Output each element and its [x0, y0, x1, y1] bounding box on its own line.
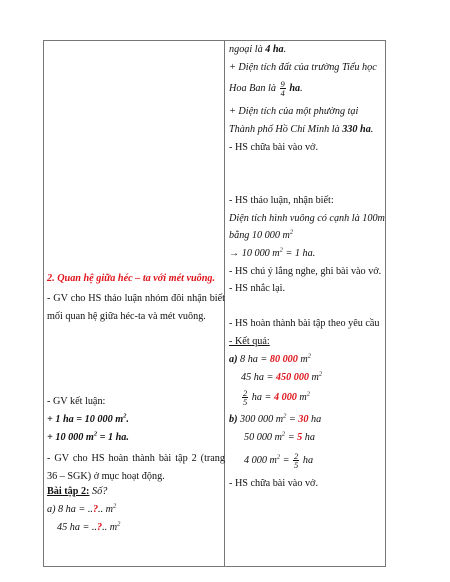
text: =	[286, 414, 299, 425]
text: =	[285, 432, 298, 443]
answer-value: 80 000	[269, 354, 298, 365]
text-bold: 330 ha	[342, 124, 371, 135]
exercise-title: Bài tập 2:	[47, 486, 90, 497]
fraction-denominator: 5	[243, 397, 248, 407]
answer-a3	[241, 389, 310, 406]
superscript: 2	[276, 453, 281, 461]
right-line-bang	[229, 230, 293, 242]
right-line-hoa-ban	[229, 80, 303, 97]
text: ha	[300, 454, 314, 466]
left-line-exercise-2	[57, 522, 120, 534]
right-line-nhac-lai: - HS nhắc lại.	[229, 283, 286, 294]
text: 300 000 m	[237, 414, 284, 425]
text: = 1 ha.	[282, 248, 316, 259]
answer-value: 30	[298, 414, 309, 425]
text: 45 ha =	[241, 372, 276, 383]
answer-value: 5	[297, 432, 303, 443]
text: ha =	[249, 391, 274, 403]
right-line-tieu-hoc: + Diện tích đất của trường Tiểu học	[229, 62, 377, 73]
text: =	[280, 454, 293, 466]
left-line-exercise-1	[47, 504, 116, 516]
answer-label: a)	[229, 354, 238, 365]
right-line-arrow	[229, 248, 315, 260]
text: Hoa Ban là	[229, 82, 279, 94]
blank-marker: ?	[96, 522, 103, 533]
fraction-numerator: 2	[294, 451, 299, 461]
left-line-exercise-title	[47, 486, 107, 498]
text: .	[126, 414, 129, 425]
text-bold: ha	[286, 82, 301, 94]
right-line-chua-bai-2: - HS chữa bài vào vở.	[229, 478, 318, 489]
text: 50 000 m	[244, 432, 282, 443]
exercise-question: Số?	[89, 486, 108, 497]
text: .. m	[98, 504, 114, 515]
right-line-ngoai	[229, 44, 286, 56]
superscript: 2	[307, 352, 312, 360]
superscript: 2	[318, 370, 323, 378]
answer-b2	[244, 432, 315, 444]
answer-a2	[241, 372, 322, 384]
fraction	[293, 452, 299, 469]
fraction-numerator: 9	[280, 79, 285, 89]
superscript: 2	[113, 502, 117, 510]
left-line-conclusion-2	[47, 432, 129, 444]
right-line-hcm	[229, 124, 373, 136]
answer-value: 4 000	[273, 391, 297, 403]
text: .	[283, 44, 287, 55]
text: m	[309, 372, 319, 383]
fraction	[280, 80, 286, 97]
text-bold: 4 ha	[265, 44, 284, 55]
text: .	[300, 82, 303, 94]
text: + 10 000 m	[47, 432, 94, 443]
text: → 10 000 m	[229, 248, 280, 259]
text: m	[296, 391, 307, 403]
text: + 1 ha = 10 000 m	[47, 414, 124, 425]
text: bằng 10 000 m	[229, 230, 290, 241]
fraction	[242, 389, 248, 406]
right-line-ket-qua: - Kết quả:	[229, 336, 270, 347]
superscript: 2	[279, 246, 283, 254]
superscript: 2	[306, 390, 311, 398]
blank-marker: ?	[92, 504, 99, 515]
text: m	[297, 354, 308, 365]
right-line-hoan-thanh: - HS hoàn thành bài tập theo yêu cầu	[229, 318, 380, 329]
section-heading: 2. Quan hệ giữa héc – ta với mét vuông.	[47, 273, 216, 284]
fraction-denominator: 4	[280, 88, 285, 98]
text: Thành phố Hồ Chí Minh là	[229, 124, 343, 135]
fraction-numerator: 2	[243, 388, 248, 398]
right-line-thao-luan: - HS thảo luận, nhận biết:	[229, 195, 334, 206]
text: a) 8 ha = ..	[47, 504, 93, 515]
left-paragraph-task: - GV cho HS hoàn thành bài tập 2 (trang 36 – SGK) ở mục hoạt động.	[47, 453, 225, 482]
answer-b3	[244, 452, 313, 469]
left-line-conclusion-1	[47, 414, 129, 426]
superscript: 2	[289, 228, 294, 236]
answer-b1	[229, 414, 321, 426]
text: .	[370, 124, 374, 135]
right-line-dien-tich: Diện tích hình vuông có cạnh là 100m	[229, 213, 385, 224]
text: 8 ha =	[237, 354, 270, 365]
left-line-ket-luan: - GV kết luận:	[47, 396, 106, 407]
superscript: 2	[117, 520, 121, 528]
right-line-lang-nghe: - HS chú ý lắng nghe, ghi bài vào vở.	[229, 266, 382, 277]
text: 45 ha = ..	[57, 522, 97, 533]
text: 4 000 m	[244, 454, 277, 466]
answer-label: b)	[229, 414, 238, 425]
left-paragraph-discussion: - GV cho HS thảo luận nhóm đôi nhận biết mối quan hệ giữa héc-ta và mét vuông.	[47, 293, 225, 322]
answer-value: 450 000	[275, 372, 309, 383]
text: ha	[308, 414, 322, 425]
fraction-denominator: 5	[294, 460, 299, 470]
text: = 1 ha.	[97, 432, 129, 443]
superscript: 2	[283, 412, 287, 420]
answer-a1	[229, 354, 311, 366]
text: ha	[302, 432, 315, 443]
superscript: 2	[281, 430, 286, 438]
right-line-phuong: + Diện tích của một phường tại	[229, 106, 359, 117]
superscript: 2	[93, 430, 98, 438]
text: .. m	[102, 522, 118, 533]
right-line-chua-bai-1: - HS chữa bài vào vở.	[229, 142, 318, 153]
superscript: 2	[123, 412, 127, 420]
text: ngoại là	[229, 44, 266, 55]
